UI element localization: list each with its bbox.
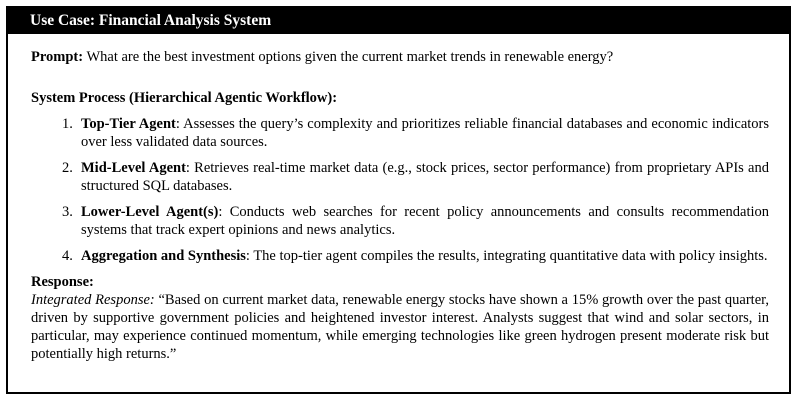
process-step-4 [31, 247, 769, 265]
step-text: Assesses the query’s complexity and prioritizes reliable financial databases and economic indicators over less validated data sources. [81, 116, 770, 150]
step-separator: : [175, 116, 184, 132]
process-steps [31, 115, 769, 265]
use-case-box [6, 6, 791, 394]
use-case-content [8, 34, 789, 363]
prompt-label: Prompt: [31, 49, 84, 65]
prompt-text: What are the best investment options given the current market trends in renewable energy? [86, 49, 614, 65]
step-separator: : [218, 204, 230, 220]
step-label: Aggregation and Synthesis [81, 248, 246, 264]
response-paragraph [31, 291, 769, 363]
step-label: Mid-Level Agent [81, 160, 186, 176]
use-case-title: Use Case: Financial Analysis System [30, 12, 272, 29]
step-number: 3. [62, 204, 73, 220]
use-case-title-bar [8, 8, 789, 34]
step-text: The top-tier agent compiles the results, integrating quantitative data with policy insights. [253, 248, 768, 264]
step-text: Conducts web searches for recent policy announcements and consults recommendation systems that track expert opinions and news analytics. [81, 204, 770, 238]
response-heading [31, 273, 769, 291]
step-text: Retrieves real-time market data (e.g., stock prices, sector performance) from proprietary APIs and structured SQL databases. [81, 160, 769, 194]
process-step-2 [31, 159, 769, 195]
process-step-1 [31, 115, 769, 151]
process-heading: System Process (Hierarchical Agentic Workflow): [31, 90, 338, 106]
step-separator: : [245, 248, 254, 264]
step-number: 4. [62, 248, 73, 264]
process-step-3 [31, 203, 769, 239]
step-separator: : [185, 160, 195, 176]
step-number: 1. [62, 116, 73, 132]
step-label: Top-Tier Agent [81, 116, 176, 132]
step-label: Lower-Level Agent(s) [81, 204, 219, 220]
prompt-paragraph [31, 48, 769, 66]
step-number: 2. [62, 160, 73, 176]
integrated-response-text: “Based on current market data, renewable energy stocks have shown a 15% growth over the past quarter, driven by supportive government policies and heightened investor interest. Analysts suggest that wind and solar sectors, in particular, may experience continued momentum, while emerging technologies like green hydrogen present moderate risk but potentially high returns.” [31, 292, 770, 362]
response-label: Response: [31, 274, 94, 290]
integrated-response-label: Integrated Response: [31, 292, 155, 308]
